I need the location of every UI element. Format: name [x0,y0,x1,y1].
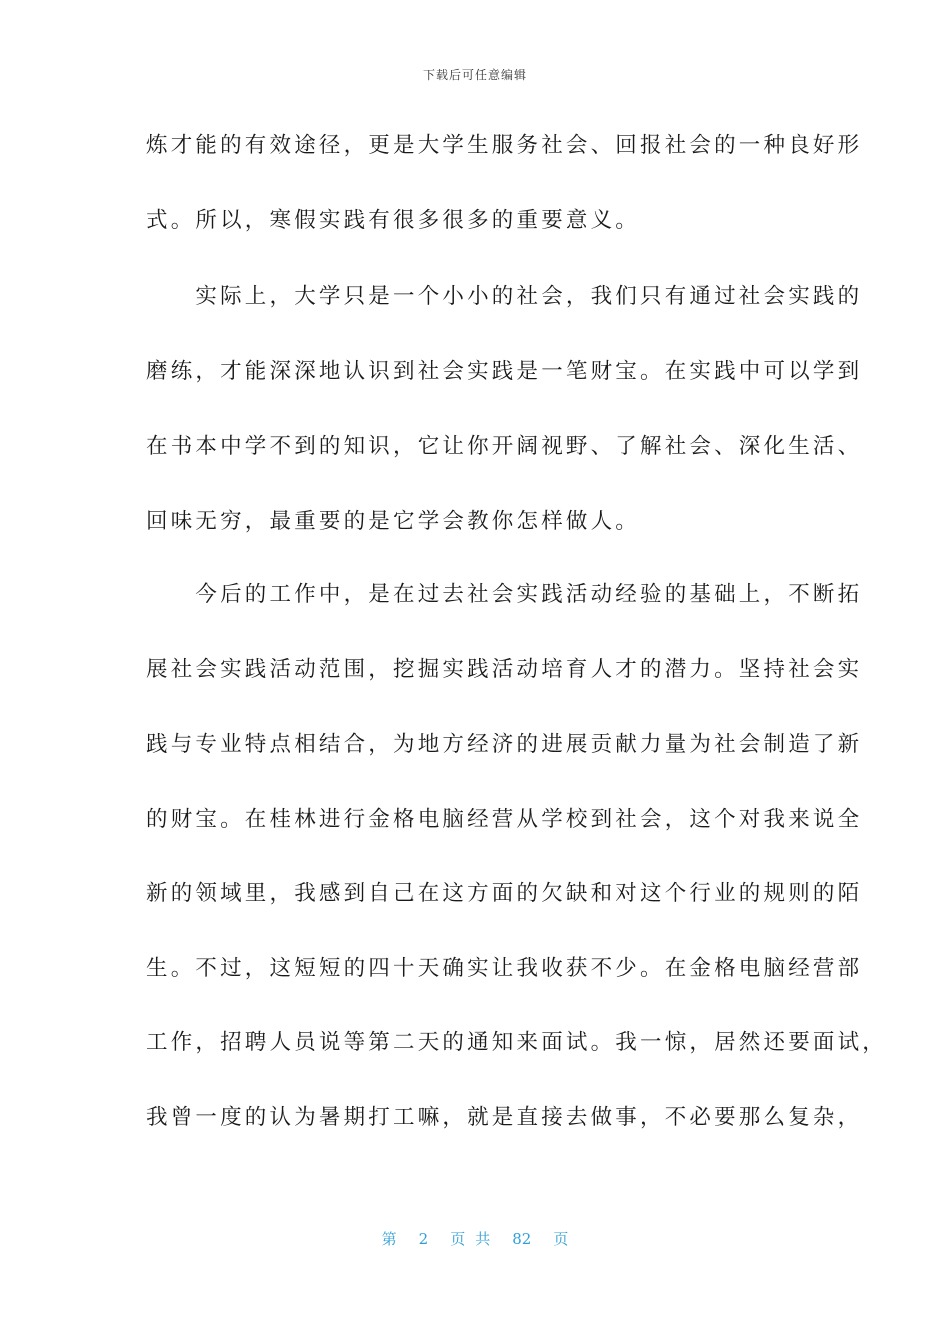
text-line: 今后的工作中，是在过去社会实践活动经验的基础上，不断拓 [146,582,863,607]
text-line: 实际上，大学只是一个小小的社会，我们只有通过社会实践的 [146,284,863,309]
text-line: 新的领域里，我感到自己在这方面的欠缺和对这个行业的规则的陌 [146,881,863,906]
footer-total-pages: 82 [512,1230,532,1248]
text-line: 式。所以，寒假实践有很多很多的重要意义。 [146,208,641,233]
text-line: 回味无穷，最重要的是它学会教你怎样做人。 [146,509,641,534]
footer-prefix: 第 [381,1230,397,1248]
text-line: 工作，招聘人员说等第二天的通知来面试。我一惊，居然还要面试， [146,1030,888,1055]
footer-page-number: 2 [418,1230,429,1248]
footer-middle: 页共 [450,1230,501,1248]
text-line: 展社会实践活动范围，挖掘实践活动培育人才的潜力。坚持社会实 [146,657,863,682]
page-header [0,66,950,83]
text-line: 在书本中学不到的知识，它让你开阔视野、了解社会、深化生活、 [146,434,863,459]
page-footer [0,1228,950,1249]
footer-suffix: 页 [553,1230,569,1248]
text-line: 的财宝。在桂林进行金格电脑经营从学校到社会，这个对我来说全 [146,807,863,832]
text-line: 践与专业特点相结合，为地方经济的进展贡献力量为社会制造了新 [146,732,863,757]
text-line: 磨练，才能深深地认识到社会实践是一笔财宝。在实践中可以学到 [146,359,863,384]
text-line: 炼才能的有效途径，更是大学生服务社会、回报社会的一种良好形 [146,133,863,158]
header-text: 下载后可任意编辑 [422,68,527,82]
text-line: 我曾一度的认为暑期打工嘛，就是直接去做事，不必要那么复杂， [146,1105,863,1130]
text-line: 生。不过，这短短的四十天确实让我收获不少。在金格电脑经营部 [146,956,863,981]
